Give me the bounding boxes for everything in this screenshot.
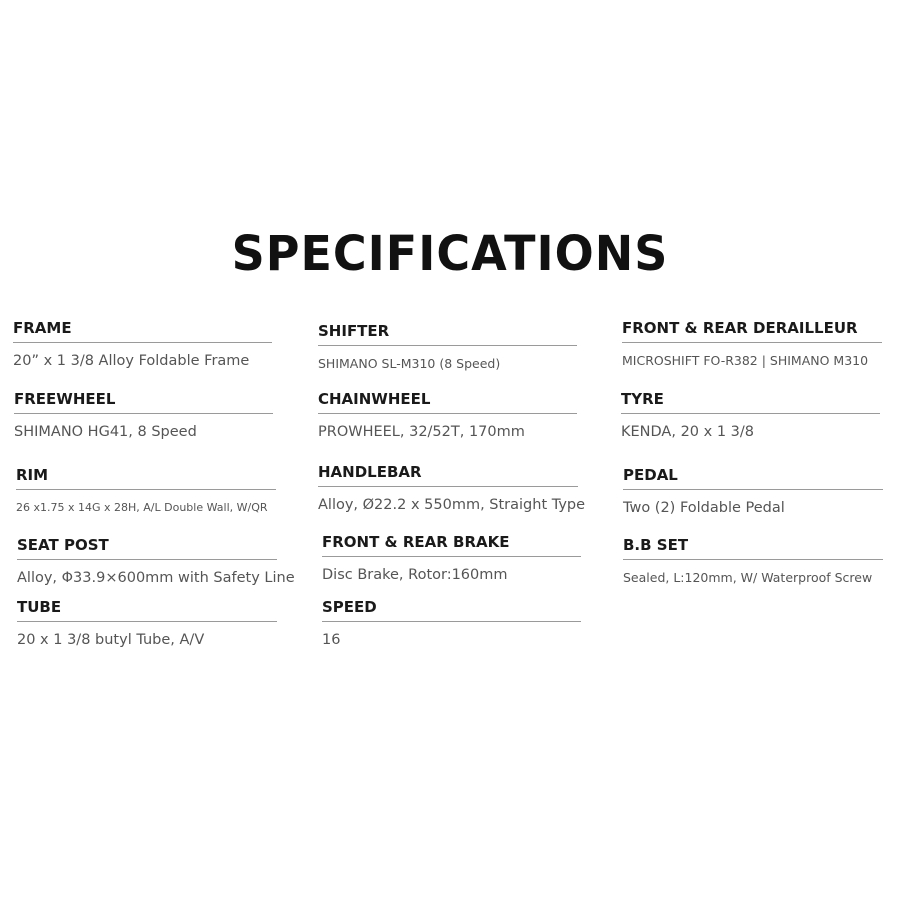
spec-value: 20 x 1 3/8 butyl Tube, A/V [17,632,205,648]
spec-tube [17,597,277,650]
spec-handlebar [318,462,586,515]
spec-label: PEDAL [623,465,883,490]
spec-front-rear-brake [322,532,581,585]
spec-value: Sealed, L:120mm, W/ Waterproof Screw [623,570,873,585]
spec-value: Alloy, Ø22.2 x 550mm, Straight Type [318,497,586,513]
spec-value: Alloy, Φ33.9×600mm with Safety Line [17,570,295,586]
spec-chainwheel [318,389,577,442]
spec-bb-set [623,535,883,588]
spec-pedal [623,465,883,518]
spec-label: SPEED [322,597,581,622]
spec-label: TYRE [621,389,880,414]
spec-label: RIM [16,465,276,490]
spec-speed [322,597,581,650]
spec-label: HANDLEBAR [318,462,578,487]
spec-tyre [621,389,880,442]
spec-label: SHIFTER [318,321,577,346]
spec-label: SEAT POST [17,535,277,560]
spec-label: CHAINWHEEL [318,389,577,414]
spec-value: Disc Brake, Rotor:160mm [322,567,508,583]
spec-value: MICROSHIFT FO-R382 | SHIMANO M310 [622,353,869,368]
spec-shifter [318,321,577,374]
spec-seat-post [17,535,295,588]
spec-label: FRONT & REAR DERAILLEUR [622,318,882,343]
spec-value: KENDA, 20 x 1 3/8 [621,424,754,440]
spec-frame [13,318,272,371]
spec-label: TUBE [17,597,277,622]
spec-label: FREEWHEEL [14,389,273,414]
spec-label: B.B SET [623,535,883,560]
spec-value: PROWHEEL, 32/52T, 170mm [318,424,525,440]
spec-value: 26 x1.75 x 14G x 28H, A/L Double Wall, W/QR [16,501,268,514]
spec-value: SHIMANO HG41, 8 Speed [14,424,197,440]
spec-value: 20” x 1 3/8 Alloy Foldable Frame [13,353,250,369]
spec-front-rear-derailleur [622,318,882,371]
spec-rim [16,465,276,518]
spec-label: FRAME [13,318,272,343]
spec-value: SHIMANO SL-M310 (8 Speed) [318,356,501,371]
page-title: SPECIFICATIONS [231,224,669,282]
spec-label: FRONT & REAR BRAKE [322,532,581,557]
spec-value: 16 [322,632,341,648]
spec-value: Two (2) Foldable Pedal [623,500,785,516]
spec-freewheel [14,389,273,442]
